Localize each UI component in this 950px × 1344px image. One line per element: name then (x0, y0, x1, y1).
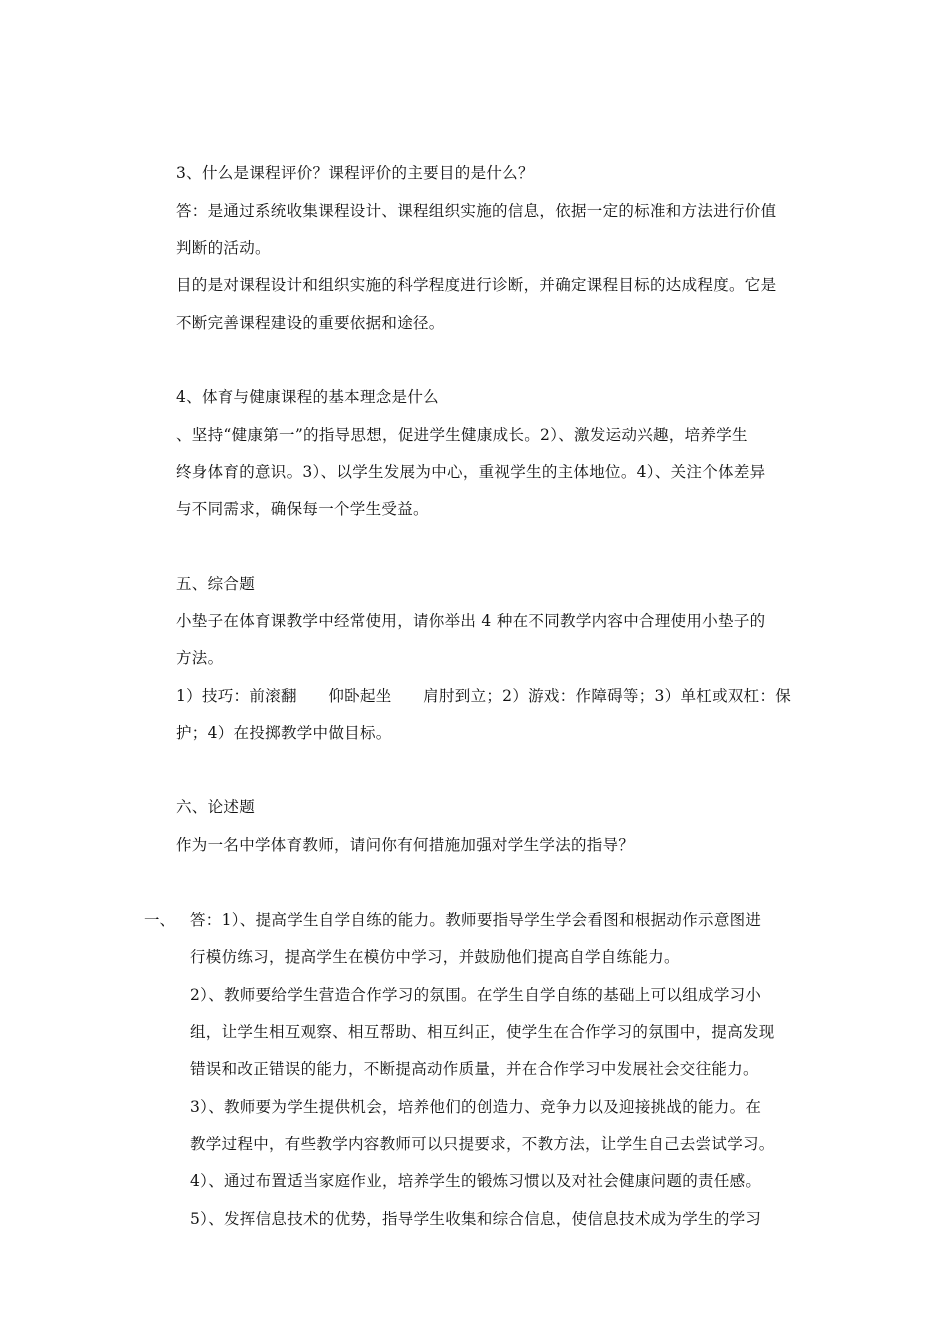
question-4-title: 4、体育与健康课程的基本理念是什么 (176, 388, 439, 406)
section-5-answer-line: 护；4）在投掷教学中做目标。 (176, 724, 392, 742)
section-6-answer-line: 3）、教师要为学生提供机会，培养他们的创造力、竞争力以及迎接挑战的能力。在 (190, 1098, 762, 1116)
question-4-answer-line: 、坚持“健康第一”的指导思想，促进学生健康成长。2）、激发运动兴趣，培养学生 (176, 426, 748, 444)
section-6-answer-line: 2）、教师要给学生营造合作学习的氛围。在学生自学自练的基础上可以组成学习小 (190, 986, 762, 1004)
question-3-title: 3、什么是课程评价？课程评价的主要目的是什么？ (176, 164, 534, 182)
question-4-answer-line: 与不同需求，确保每一个学生受益。 (176, 500, 429, 518)
section-6-answer-line: 教学过程中，有些教学内容教师可以只提要求，不教方法，让学生自己去尝试学习。 (190, 1135, 775, 1153)
section-6-answer-line: 组，让学生相互观察、相互帮助、相互纠正，使学生在合作学习的氛围中，提高发现 (190, 1023, 775, 1041)
question-4-answer-line: 终身体育的意识。3）、以学生发展为中心，重视学生的主体地位。4）、关注个体差异 (176, 463, 766, 481)
question-3-answer-line: 不断完善课程建设的重要依据和途径。 (176, 314, 445, 332)
list-marker: 一、 (144, 911, 176, 929)
section-6-heading: 六、论述题 (176, 798, 256, 816)
section-6-answer-line: 答：1）、提高学生自学自练的能力。教师要指导学生学会看图和根据动作示意图进 (190, 911, 762, 929)
section-5-question-line: 方法。 (176, 649, 224, 667)
section-6-answer-line: 5）、发挥信息技术的优势，指导学生收集和综合信息，使信息技术成为学生的学习 (190, 1210, 762, 1228)
section-5-question-line: 小垫子在体育课教学中经常使用，请你举出 4 种在不同教学内容中合理使用小垫子的 (176, 612, 766, 630)
section-6-question: 作为一名中学体育教师，请问你有何措施加强对学生学法的指导？ (176, 836, 635, 854)
question-3-answer-line: 判断的活动。 (176, 239, 271, 257)
section-5-heading: 五、综合题 (176, 575, 256, 593)
section-6-answer-line: 行模仿练习，提高学生在模仿中学习，并鼓励他们提高自学自练能力。 (190, 948, 680, 966)
section-6-answer-line: 错误和改正错误的能力，不断提高动作质量，并在合作学习中发展社会交往能力。 (190, 1060, 759, 1078)
question-3-answer-line: 目的是对课程设计和组织实施的科学程度进行诊断，并确定课程目标的达成程度。它是 (176, 276, 777, 294)
section-6-answer-line: 4）、通过布置适当家庭作业，培养学生的锻炼习惯以及对社会健康问题的责任感。 (190, 1172, 762, 1190)
question-3-answer-line: 答：是通过系统收集课程设计、课程组织实施的信息，依据一定的标准和方法进行价值 (176, 202, 777, 220)
section-5-answer-line: 1）技巧：前滚翻 仰卧起坐 肩肘到立；2）游戏：作障碍等；3）单杠或双杠：保 (176, 687, 792, 705)
